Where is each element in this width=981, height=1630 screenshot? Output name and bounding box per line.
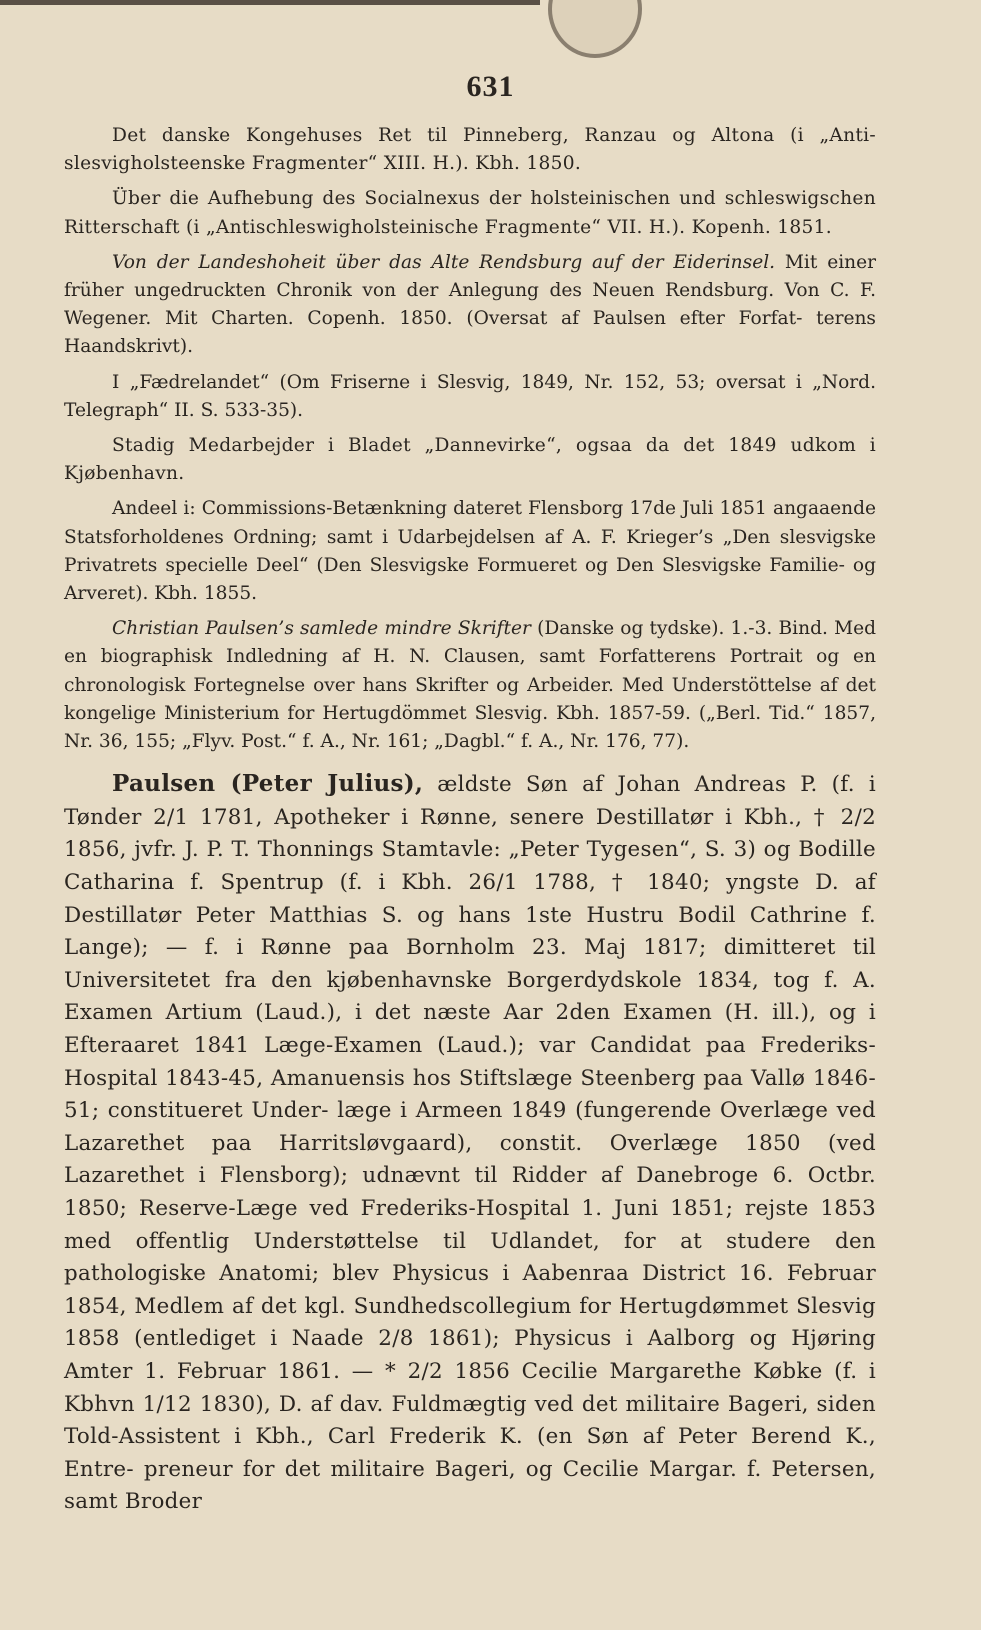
text-line: einer früher ungedruckten Chronik von der Anlegung des Neuen Rendsburg. Von	[64, 251, 877, 302]
binding-notch	[548, 0, 642, 58]
text-line: (entlediget i Naade 2/8 1861); Physicus i Aalborg og Hjøring Amter	[64, 1326, 876, 1384]
text-line: Mit	[775, 251, 818, 273]
text-line: D. af Destillatør Peter Matthias S. og hans 1ste Hustru Bodil Cathrine	[64, 870, 876, 928]
page-text	[64, 122, 876, 1526]
text-line: 1856, jvfr. J. P. T. Thonnings Stamtavle: „Peter Tygesen“, S. 3) og	[64, 837, 791, 863]
text-line: Med en biographisk Indledning af H. N. Clausen, samt Forfatterens Portrait og en	[64, 618, 877, 668]
biography-entry	[64, 768, 876, 1519]
text-line: f. Lange); — f. i Rønne paa Bornholm 23. Maj 1817; dimitteret til	[64, 902, 876, 961]
entry-title: Von der Landeshoheit über das Alte Rendsburg auf der Eiderinsel.	[112, 251, 776, 273]
text-line: slesvigholsteenske Fragmenter“ XIII. H.). Kbh. 1850.	[64, 153, 582, 175]
text-line: preneur for det militaire Bageri, og Cecilie Margar. f. Petersen, samt Broder	[64, 1456, 876, 1515]
text-line: det kongelige Ministerium for Hertugdömmet Slesvig. Kbh. 1857-59. („Berl. Tid.“	[64, 674, 876, 724]
text-line: 1854, Medlem af det kgl. Sundhedscollegium for Hertugdømmet Slesvig 1858	[64, 1293, 876, 1352]
entry-title: Christian Paulsen’s samlede mindre Skrifter	[112, 618, 531, 640]
text-line: 1841 Læge-Examen (Laud.); var Candidat paa Frederiks-Hospital 1843-45,	[64, 1033, 876, 1091]
biography-headword: Paulsen (Peter Julius),	[112, 770, 424, 798]
text-line: 1. Februar 1861. — * 2/2 1856 Cecilie Margarethe Købke (f. i	[144, 1358, 876, 1384]
bibliography-entry-7	[64, 615, 876, 756]
bibliography-entry-1	[64, 122, 876, 178]
text-line: (Danske og tydske). 1.-3. Bind.	[530, 618, 828, 640]
text-line: Stadig Medarbejder i Bladet „Dannevirke“, ogsaa da det 1849 udkom i	[112, 435, 876, 457]
page-top-band	[0, 0, 540, 5]
text-line: Ritterschaft (i „Antischleswigholsteinische Fragmente“ VII. H.). Kopenh. 1851.	[64, 216, 832, 238]
text-line: Andeel i: Commissions-Betænkning dateret Flensborg 17de Juli 1851	[112, 498, 767, 520]
bibliography-entry-6	[64, 495, 876, 608]
text-line: Familie- og Arveret). Kbh. 1855.	[64, 554, 876, 605]
text-line: den pathologiske Anatomi; blev Physicus i Aabenraa District 16. Februar	[64, 1228, 876, 1287]
page-number: 631	[466, 70, 515, 103]
text-line: angaaende Statsforholdenes Ordning; samt i Udarbejdelsen af A. F. Krieger’s „Den	[64, 498, 877, 548]
bibliography-entry-5	[64, 432, 876, 488]
text-line: Danebroge 6. Octbr. 1850; Reserve-Læge ved Frederiks-Hospital 1. Juni	[64, 1163, 876, 1221]
text-line: ældste Søn af Johan Andreas P. (f.	[423, 772, 855, 798]
text-line: „Nord. Telegraph“ II. S. 533-35).	[64, 371, 876, 421]
text-line: læge i Armeen 1849 (fungerende Overlæge ved Lazarethet paa Harritsløvgaard),	[64, 1098, 877, 1156]
text-line: I „Fædrelandet“ (Om Friserne i Slesvig, 1849, Nr. 152, 53; oversat i	[112, 371, 802, 393]
bibliography-entry-4	[64, 369, 876, 425]
text-line: Über die Aufhebung des Socialnexus der holsteinischen und schleswigschen	[112, 188, 876, 210]
text-line: Bodille Catharina f. Spentrup (f. i Kbh. 26/1 1788, † 1840; yngste	[64, 837, 876, 896]
text-line: 1857, Nr. 36, 155; „Flyv. Post.“ f. A., Nr. 161; „Dagbl.“ f. A., Nr. 176, 77).	[64, 702, 876, 753]
text-line: i Tønder 2/1 1781, Apotheker i Rønne, senere Destillatør i Kbh., † 2/2	[64, 772, 876, 830]
bibliography-entry-2	[64, 185, 876, 241]
bibliography-entry-3	[64, 249, 876, 362]
text-line: slesvigske Privatrets specielle Deel“ (Den Slesvigske Formueret og Den Slesvigske	[64, 526, 876, 576]
text-line: Kjøbenhavn.	[64, 463, 185, 485]
text-line: terens Haandskrivt).	[64, 308, 876, 358]
text-line: Told-Assistent i Kbh., Carl Frederik K. (en Søn af Peter Berend K., Entre-	[64, 1424, 876, 1482]
text-line: chronologisk Fortegnelse over hans Skrifter og Arbeider. Med Understöttelse af	[64, 674, 838, 696]
text-line: Det danske Kongehuses Ret til Pinneberg, Ranzau og Altona (i „Anti-	[112, 125, 876, 146]
text-line: Universitetet fra den kjøbenhavnske Borgerdydskole 1834, tog f. A. Examen	[64, 967, 876, 1026]
text-line: constit. Overlæge 1850 (ved Lazarethet i Flensborg); udnævnt til Ridder af	[64, 1130, 876, 1189]
text-line: Amanuensis hos Stiftslæge Steenberg paa Vallø 1846-51; constitueret Under-	[64, 1065, 876, 1124]
text-line: C. F. Wegener. Mit Charten. Copenh. 1850. (Oversat af Paulsen efter Forfat-	[64, 280, 876, 330]
text-line: Kbhvn 1/12 1830), D. af dav. Fuldmægtig ved det militaire Bageri, siden	[64, 1391, 876, 1417]
text-line: Artium (Laud.), i det næste Aar 2den Examen (H. ill.), og i Efteraaret	[64, 1000, 876, 1059]
text-line: 1851; rejste 1853 med offentlig Understøttelse til Udlandet, for at studere	[64, 1195, 877, 1254]
